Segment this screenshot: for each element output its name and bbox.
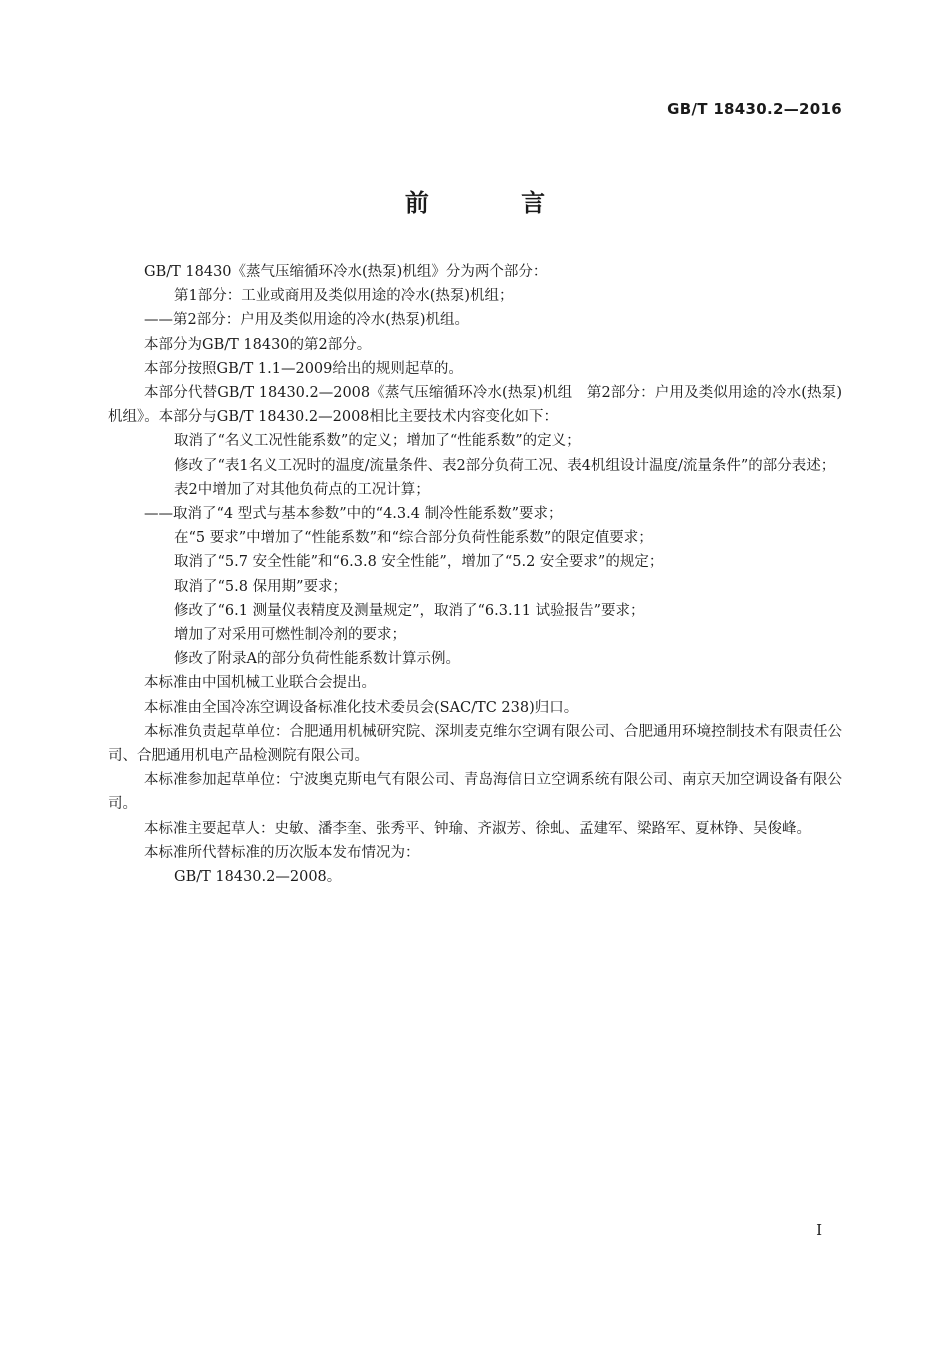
list-item-part2: ——第2部分：户用及类似用途的冷水(热泵)机组。: [144, 312, 470, 329]
standard-code-header: GB/T 18430.2—2016: [667, 100, 842, 118]
change-item: 表2中增加了对其他负荷点的工况计算；: [174, 481, 430, 498]
list-item-part1: 第1部分：工业或商用及类似用途的冷水(热泵)机组；: [174, 288, 514, 305]
paragraph-participating-drafters: 本标准参加起草单位：宁波奥克斯电气有限公司、青岛海信日立空调系统有限公司、南京天加空调设备有限公司。: [108, 772, 842, 813]
paragraph-drafting-rules: 本部分按照GB/T 1.1—2009给出的规则起草的。: [144, 360, 463, 377]
paragraph-part-note: 本部分为GB/T 18430的第2部分。: [144, 336, 372, 353]
change-item: ——取消了“4 型式与基本参数”中的“4.3.4 制冷性能系数”要求；: [144, 506, 563, 523]
paragraph-main-drafters: 本标准主要起草人：史敏、潘李奎、张秀平、钟瑜、齐淑芳、徐虬、孟建军、梁路军、夏林铮、吴俊峰。: [144, 820, 811, 837]
page-number: I: [816, 1221, 822, 1239]
change-item: 在“5 要求”中增加了“性能系数”和“综合部分负荷性能系数”的限定值要求；: [174, 530, 653, 547]
paragraph-centralized-by: 本标准由全国冷冻空调设备标准化技术委员会(SAC/TC 238)归口。: [144, 699, 579, 716]
paragraph-proposed-by: 本标准由中国机械工业联合会提出。: [144, 675, 376, 692]
change-item: 修改了“6.1 测量仪表精度及测量规定”，取消了“6.3.11 试验报告”要求；: [174, 602, 645, 619]
change-item: 取消了“5.8 保用期”要求；: [174, 578, 347, 595]
page-title: 前 言: [404, 189, 588, 217]
previous-edition-item: GB/T 18430.2—2008。: [174, 869, 342, 886]
foreword-body: [108, 260, 842, 889]
change-item: 修改了“表1名义工况时的温度/流量条件、表2部分负荷工况、表4机组设计温度/流量条件”的部分表述；: [174, 457, 836, 474]
change-item: 取消了“5.7 安全性能”和“6.3.8 安全性能”，增加了“5.2 安全要求”的规定；: [174, 554, 664, 571]
change-item: 取消了“名义工况性能系数”的定义；增加了“性能系数”的定义；: [174, 433, 581, 450]
change-item: 修改了附录A的部分负荷性能系数计算示例。: [174, 651, 460, 668]
paragraph-replaces: 本部分代替GB/T 18430.2—2008《蒸气压缩循环冷水(热泵)机组 第2部分：户用及类似用途的冷水(热泵)机组》。本部分与GB/T 18430.2—2008相比主要技术内容变化如下：: [108, 385, 842, 426]
paragraph-responsible-drafters: 本标准负责起草单位：合肥通用机械研究院、深圳麦克维尔空调有限公司、合肥通用环境控制技术有限责任公司、合肥通用机电产品检测院有限公司。: [108, 723, 842, 765]
change-item: 增加了对采用可燃性制冷剂的要求；: [174, 627, 406, 644]
paragraph-intro: GB/T 18430《蒸气压缩循环冷水(热泵)机组》分为两个部分：: [144, 264, 548, 280]
paragraph-previous-editions: 本标准所代替标准的历次版本发布情况为：: [144, 844, 420, 861]
